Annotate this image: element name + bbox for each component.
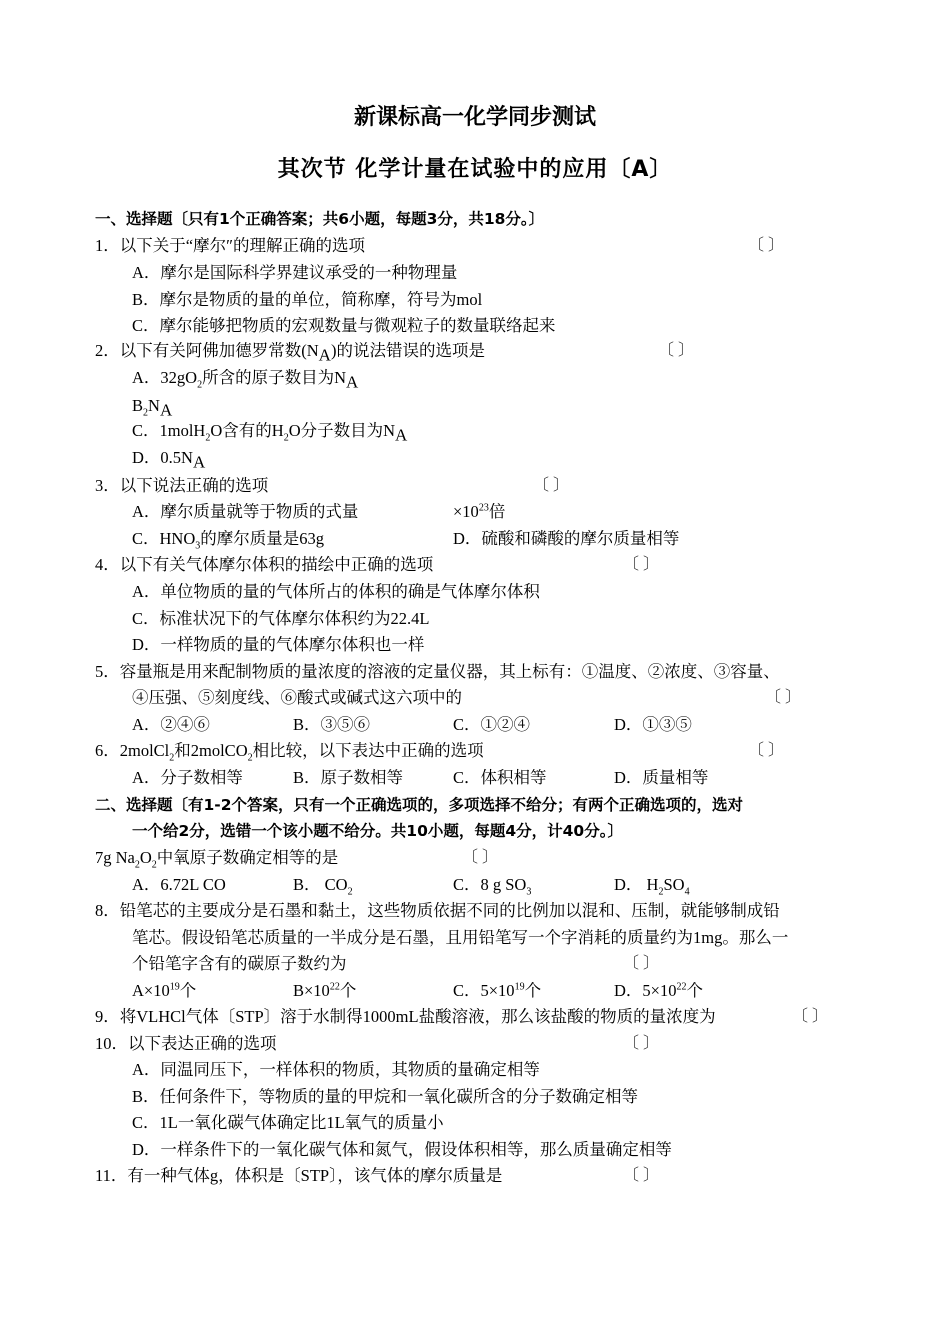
q4-option-a: A．单位物质的量的气体所占的体积的确是气体摩尔体积 bbox=[132, 582, 540, 601]
q11-answer-bracket: 〔 〕 bbox=[623, 1167, 660, 1184]
q1-stem: 1．以下关于“摩尔″的理解正确的选项 bbox=[95, 236, 365, 255]
q8-option-c: C．$5\times 10^{19}$个 bbox=[453, 981, 542, 1000]
q5-option-d: D．①③⑤ bbox=[614, 715, 692, 734]
q5-stem-line2: ④压强、⑤刻度线、⑥酸式或碱式这六项中的 bbox=[132, 688, 462, 707]
q6-option-d: D．质量相等 bbox=[614, 768, 709, 787]
q4-option-d: D．一样物质的量的气体摩尔体积也一样 bbox=[132, 635, 425, 654]
q2-stem: 2．以下有关阿佛加德罗常数$(N_A)$的说法错误的选项是 bbox=[95, 341, 485, 365]
section2-heading: 二、选择题〔有1-2个答案，只有一个正确选项的，多项选择不给分；有两个正确选项的，选对 bbox=[95, 796, 744, 814]
q3-option-d: D．硫酸和磷酸的摩尔质量相等 bbox=[453, 529, 680, 548]
q11-stem: 11．有一种气体g，体积是〔STP〕，该气体的摩尔质量是 bbox=[95, 1166, 503, 1185]
q9-answer-bracket: 〔 〕 bbox=[792, 1008, 829, 1025]
q2-option-b: $B_2N_A$ bbox=[132, 396, 173, 420]
q3-stem: 3．以下说法正确的选项 bbox=[95, 476, 269, 495]
q1-answer-bracket: 〔 〕 bbox=[748, 237, 785, 254]
q1-option-b: B．摩尔是物质的量的单位，简称摩，符号为mol bbox=[132, 290, 483, 309]
q1-option-c: C．摩尔能够把物质的宏观数量与微观粒子的数量联络起来 bbox=[132, 316, 556, 335]
q7-option-b: B． $CO_2$ bbox=[293, 875, 353, 898]
q8-option-b: $B\times 10^{22}$个 bbox=[293, 981, 357, 1000]
q6-option-a: A．分子数相等 bbox=[132, 768, 243, 787]
q7-stem: 7g $Na_2O_2$中氧原子数确定相等的是 bbox=[95, 848, 339, 871]
q2-answer-bracket: 〔 〕 bbox=[658, 342, 695, 359]
q10-option-c: C．1L一氧化碳气体确定比1L氧气的质量小 bbox=[132, 1113, 444, 1132]
q5-answer-bracket: 〔 〕 bbox=[765, 689, 802, 706]
q6-option-c: C．体积相等 bbox=[453, 768, 547, 787]
q7-answer-bracket: 〔 〕 bbox=[462, 849, 499, 866]
q6-answer-bracket: 〔 〕 bbox=[748, 742, 785, 759]
q10-option-a: A．同温同压下，一样体积的物质，其物质的量确定相等 bbox=[132, 1060, 540, 1079]
q10-stem: 10．以下表达正确的选项 bbox=[95, 1034, 277, 1053]
q7-option-c: C．8 g $SO_3$ bbox=[453, 875, 532, 898]
q1-option-a: A．摩尔是国际科学界建议承受的一种物理量 bbox=[132, 263, 458, 282]
q3-option-c: C．$HNO_3$的摩尔质量是63g bbox=[132, 529, 325, 552]
q5-stem: 5．容量瓶是用来配制物质的量浓度的溶液的定量仪器，其上标有：①温度、②浓度、③容量、 bbox=[95, 662, 780, 681]
page-title: 新课标高一化学同步测试 bbox=[353, 105, 596, 130]
q7-option-a: A．6.72L CO bbox=[132, 875, 226, 894]
section1-heading: 一、选择题〔只有1个正确答案；共6小题，每题3分，共18分。〕 bbox=[95, 210, 545, 228]
q6-option-b: B．原子数相等 bbox=[293, 768, 404, 787]
q2-option-a: A．$32gO_2$所含的原子数目为$N_A$ bbox=[132, 368, 359, 392]
q2-option-c: C．1molH$_2$O含有的$H_2O$分子数目为$N_A$ bbox=[132, 421, 408, 445]
q3-option-b: $\times 10^{23}$倍 bbox=[453, 502, 506, 521]
q5-option-c: C．①②④ bbox=[453, 715, 531, 734]
q8-stem-line3: 个铅笔字含有的碳原子数约为 bbox=[132, 954, 347, 973]
q5-option-a: A．②④⑥ bbox=[132, 715, 210, 734]
q8-stem-line2: 笔芯。假设铅笔芯质量的一半成分是石墨，且用铅笔写一个字消耗的质量约为1mg。那么一 bbox=[132, 928, 789, 947]
q7-option-d: D． $H_2SO_4$ bbox=[614, 875, 690, 898]
q8-option-a: $A\times 10^{19}$个 bbox=[132, 981, 197, 1000]
q3-option-a: A．摩尔质量就等于物质的式量 bbox=[132, 502, 359, 521]
q3-answer-bracket: 〔 〕 bbox=[533, 477, 570, 494]
q10-option-b: B．任何条件下，等物质的量的甲烷和一氧化碳所含的分子数确定相等 bbox=[132, 1087, 639, 1106]
q10-option-d: D．一样条件下的一氧化碳气体和氮气，假设体积相等，那么质量确定相等 bbox=[132, 1140, 672, 1159]
q8-stem: 8．铅笔芯的主要成分是石墨和黏土，这些物质依据不同的比例加以混和、压制，就能够制成铅 bbox=[95, 901, 780, 920]
q4-option-c: C．标准状况下的气体摩尔体积约为22.4L bbox=[132, 609, 430, 628]
q8-answer-bracket: 〔 〕 bbox=[623, 955, 660, 972]
q2-option-d: D．$0.5N_A$ bbox=[132, 448, 206, 472]
q8-option-d: D．$5\times 10^{22}$个 bbox=[614, 981, 703, 1000]
q4-stem: 4．以下有关气体摩尔体积的描绘中正确的选项 bbox=[95, 555, 434, 574]
page-subtitle: 其次节 化学计量在试验中的应用〔A〕 bbox=[277, 157, 673, 182]
q6-stem: 6．2molCl$_2$和2molCO$_2$相比较，以下表达中正确的选项 bbox=[95, 741, 484, 764]
section2-heading-line2: 一个给2分，选错一个该小题不给分。共10小题，每题4分，计40分。〕 bbox=[132, 822, 623, 840]
q9-stem: 9．将VLHCl气体〔STP〕溶于水制得1000mL盐酸溶液，那么该盐酸的物质的量浓度为 bbox=[95, 1007, 716, 1026]
q5-option-b: B．③⑤⑥ bbox=[293, 715, 371, 734]
q4-answer-bracket: 〔 〕 bbox=[623, 556, 660, 573]
q10-answer-bracket: 〔 〕 bbox=[623, 1035, 660, 1052]
